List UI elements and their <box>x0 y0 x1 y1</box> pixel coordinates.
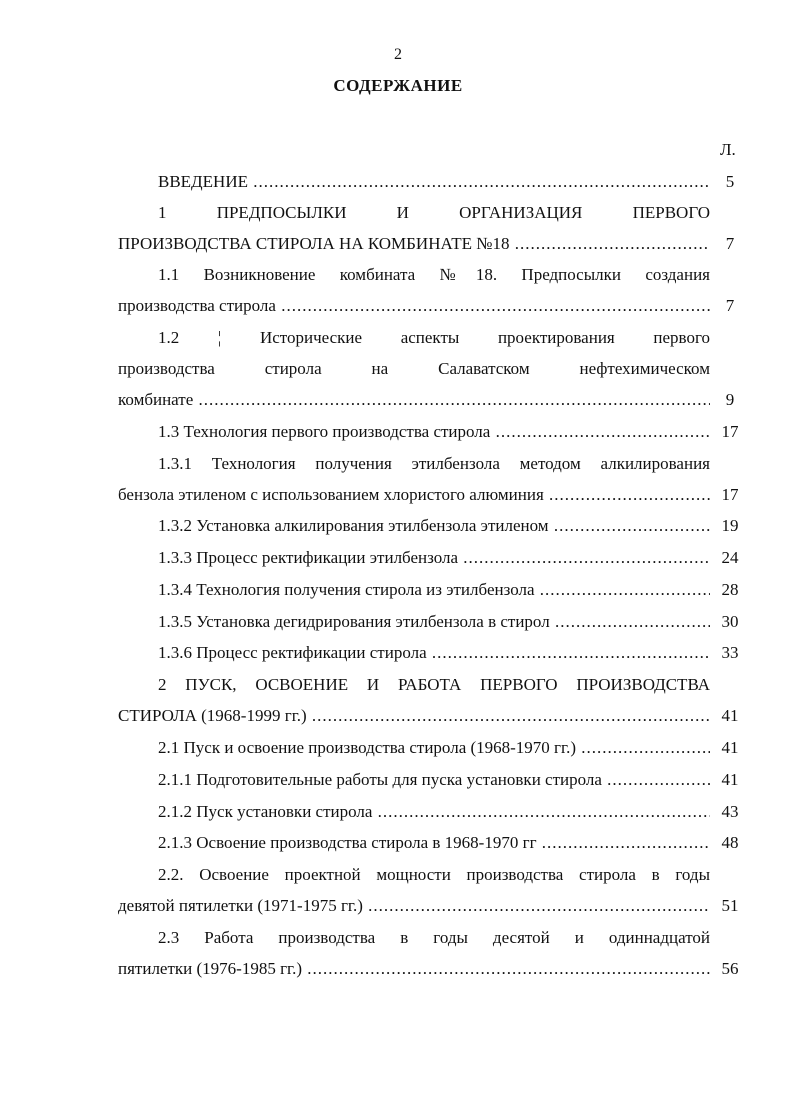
toc-entry-line: комбинате ..... <box>118 390 710 410</box>
toc-page-number: 41 <box>721 770 739 789</box>
toc-page-number: 51 <box>721 896 739 915</box>
toc-entry-line: СТИРОЛА (1968-1999 гг.) ..... <box>118 706 710 726</box>
toc-entry-line: 2.3 Работа производства в годы десятой и одиннадцатой <box>158 928 710 947</box>
toc-entry-line: пятилетки (1976-1985 гг.) ..... <box>118 959 710 979</box>
toc-entry-line: 2.2. Освоение проектной мощности производства стирола в годы <box>158 865 710 884</box>
toc-entry-line: 1.1 Возникновение комбината №18. Предпосылки создания <box>158 265 710 284</box>
toc-entry-line: 1.3 Технология первого производства стирола ..... <box>158 422 710 442</box>
toc-entry-line: 2.1.3 Освоение производства стирола в 1968-1970 гг ..... <box>158 833 710 853</box>
toc-entry-line: 1.3.4 Технология получения стирола из этилбензола ..... <box>158 580 710 600</box>
toc-page-number: 24 <box>721 548 739 567</box>
toc-entry-line: бензола этиленом с использованием хлористого алюминия ..... <box>118 485 710 505</box>
toc-entry-line: 2.1.2 Пуск установки стирола ..... <box>158 802 710 822</box>
toc-entry-line: ПРОИЗВОДСТВА СТИРОЛА НА КОМБИНАТЕ №18 ..... <box>118 234 710 254</box>
toc-entry-line: девятой пятилетки (1971-1975 гг.) ..... <box>118 896 710 916</box>
toc-page-number: 17 <box>721 422 739 441</box>
toc-page-number: 7 <box>725 234 735 253</box>
toc-page-number: 41 <box>721 738 739 757</box>
toc-page-number: 17 <box>721 485 739 504</box>
toc-entry-line: 2 ПУСК, ОСВОЕНИЕ И РАБОТА ПЕРВОГО ПРОИЗВОДСТВА <box>158 675 710 694</box>
page-number: 2 <box>394 46 402 63</box>
toc-entry-line: 2.1 Пуск и освоение производства стирола (1968-1970 гг.) ..... <box>158 738 710 758</box>
toc-page-number: 19 <box>721 516 739 535</box>
toc-entry-line: производства стирола на Салаватском нефтехимическом <box>118 359 710 378</box>
toc-entry-line: производства стирола ..... <box>118 296 710 316</box>
toc-page-number: 48 <box>721 833 739 852</box>
toc-page-number: 5 <box>725 172 735 191</box>
toc-entry-line: ВВЕДЕНИЕ ..... <box>158 172 710 192</box>
toc-page-number: 9 <box>725 390 735 409</box>
toc-page-number: 33 <box>721 643 739 662</box>
toc-entry-line: 1.3.3 Процесс ректификации этилбензола ..... <box>158 548 710 568</box>
toc-entry-line: 1.3.1 Технология получения этилбензола методом алкилирования <box>158 454 710 473</box>
page-title: СОДЕРЖАНИЕ <box>333 76 463 95</box>
toc-page-number: 28 <box>721 580 739 599</box>
toc-entry-line: 1.2 ¦ Исторические аспекты проектирования первого <box>158 328 710 347</box>
toc-page-number: 56 <box>721 959 739 978</box>
toc-page-number: 7 <box>725 296 735 315</box>
toc-entry-line: 1.3.6 Процесс ректификации стирола ..... <box>158 643 710 663</box>
toc-page-number: 41 <box>721 706 739 725</box>
toc-entry-line: 1 ПРЕДПОСЫЛКИ И ОРГАНИЗАЦИЯ ПЕРВОГО <box>158 203 710 222</box>
toc-entry-line: 1.3.2 Установка алкилирования этилбензола этиленом ..... <box>158 516 710 536</box>
toc-page-number: 30 <box>721 612 739 631</box>
toc-page-number: 43 <box>721 802 739 821</box>
sheet-column-label: Л. <box>720 140 736 159</box>
toc-entry-line: 1.3.5 Установка дегидрирования этилбензола в стирол ..... <box>158 612 710 632</box>
toc-entry-line: 2.1.1 Подготовительные работы для пуска установки стирола ..... <box>158 770 710 790</box>
